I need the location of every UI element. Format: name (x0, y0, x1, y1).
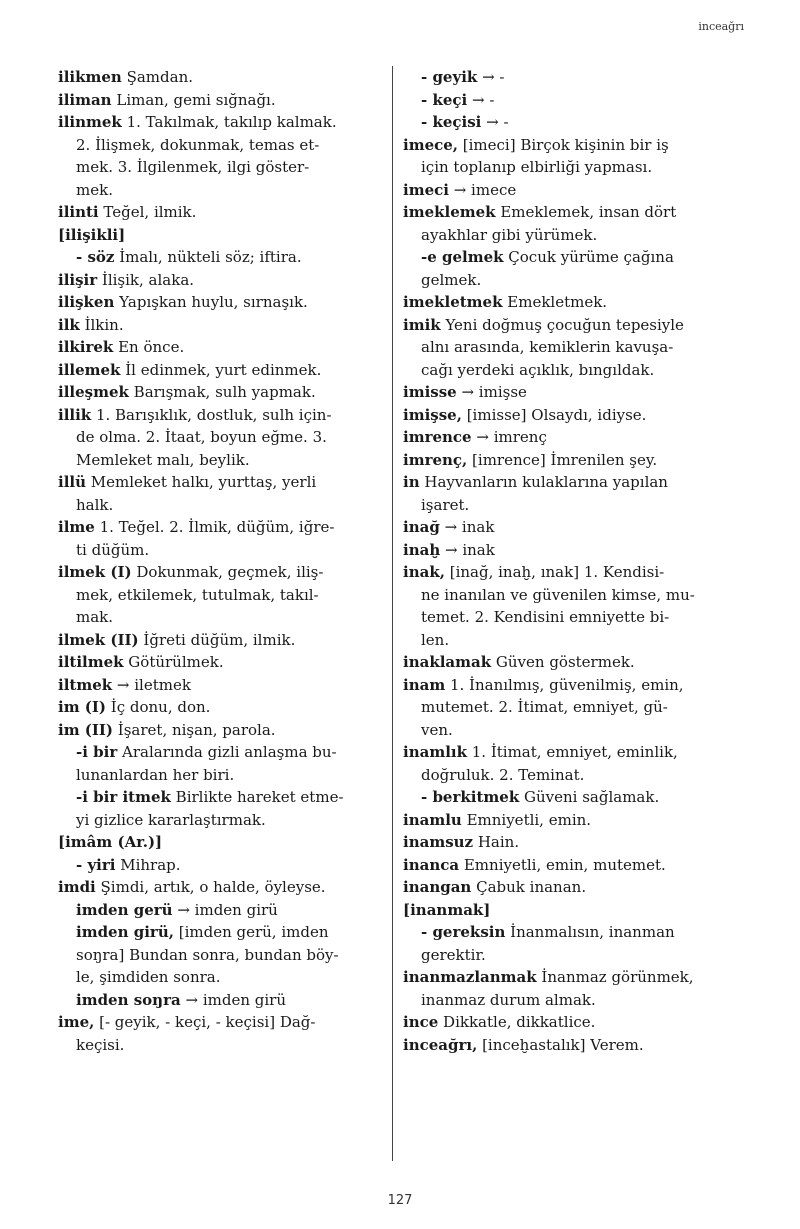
entry-continuation-line (58, 449, 382, 472)
subentry-line (58, 786, 382, 809)
definition-text: mek. (76, 180, 113, 199)
headword: inak, (403, 563, 445, 581)
entry-line (403, 179, 725, 202)
headword: imisse (403, 383, 457, 401)
definition-text: Çocuk yürüme çağına (503, 248, 674, 266)
entry-continuation-line (58, 809, 382, 832)
entry-line (403, 134, 725, 157)
definition-text: İğreti düğüm, ilmik. (138, 630, 296, 649)
entry-continuation-line (403, 719, 725, 742)
entry-line (58, 314, 382, 337)
entry-line (403, 651, 725, 674)
headword: illemek (58, 360, 121, 379)
definition-text: → imece (448, 180, 517, 199)
headword: iltilmek (58, 653, 124, 671)
definition-text: İç donu, don. (106, 698, 211, 716)
definition-text: ven. (421, 720, 453, 739)
definition-text: [imrence] İmrenilen şey. (467, 450, 658, 469)
definition-text: Birlikte hareket etme- (170, 788, 344, 806)
headword: [imâm (Ar.)] (58, 833, 163, 851)
definition-text: alnı arasında, kemiklerin kavuşa- (421, 338, 674, 356)
entry-line (403, 449, 725, 472)
entry-line (58, 291, 382, 314)
entry-continuation-line (403, 494, 725, 517)
headword: inağ (403, 518, 440, 536)
entry-continuation-line (58, 179, 382, 202)
headword: inaḫ (403, 540, 441, 559)
definition-text: → imişse (456, 383, 527, 401)
headword: ilmek (II) (58, 630, 139, 649)
headword: imece, (403, 135, 459, 154)
definition-text: doğruluk. 2. Teminat. (421, 765, 585, 784)
definition-text: İmalı, nükteli söz; iftira. (114, 248, 302, 266)
entry-line (58, 336, 382, 359)
definition-text: 1. İnanılmış, güvenilmiş, emin, (445, 675, 684, 694)
entry-line (403, 854, 725, 877)
subentry-line (403, 111, 725, 134)
headword: imeci (403, 180, 449, 199)
entry-line (403, 831, 725, 854)
definition-text: [imden gerü, imden (173, 923, 329, 941)
headword: - söz (76, 248, 115, 266)
column-divider (392, 66, 393, 1161)
definition-text: Dikkatle, dikkatlice. (438, 1013, 596, 1031)
definition-text: [inağ, inaḫ, ınak] 1. Kendisi- (444, 563, 665, 581)
definition-text: ti düğüm. (76, 540, 150, 559)
headword: inceağrı, (403, 1035, 478, 1054)
entry-line (58, 66, 382, 89)
page-number: 127 (387, 1193, 413, 1208)
subentry-line (403, 246, 725, 269)
headword: - yiri (76, 855, 116, 874)
definition-text: → imden girü (172, 900, 278, 919)
definition-text: 1. Takılmak, takılıp kalmak. (121, 113, 337, 131)
headword: imden soŋra (76, 990, 181, 1009)
entry-continuation-line (58, 966, 382, 989)
definition-text: lunanlardan her biri. (76, 765, 235, 784)
definition-text: ne inanılan ve güvenilen kimse, mu- (421, 585, 695, 604)
definition-text: len. (421, 630, 450, 649)
entry-line (403, 516, 725, 539)
subentry-line (58, 246, 382, 269)
headword: ilinmek (58, 113, 122, 131)
definition-text: → iletmek (112, 675, 191, 694)
entry-line (403, 539, 725, 562)
headword: imdi (58, 878, 96, 896)
entry-continuation-line (403, 764, 725, 787)
entry-line (58, 651, 382, 674)
entry-line (58, 629, 382, 652)
subentry-line (403, 921, 725, 944)
headword: - berkitmek (421, 788, 520, 806)
definition-text: Memleket malı, beylik. (76, 450, 250, 469)
definition-text: Emniyetli, emin, mutemet. (459, 855, 666, 874)
entry-line (403, 561, 725, 584)
definition-text: keçisi. (76, 1035, 125, 1054)
headword: im (I) (58, 698, 107, 716)
definition-text: 1. Barışıklık, dostluk, sulh için- (91, 405, 332, 424)
headword: inam (403, 675, 446, 694)
definition-text: gelmek. (421, 270, 482, 289)
entry-continuation-line (403, 696, 725, 719)
definition-text: → - (467, 90, 495, 109)
definition-text: Şimdi, artık, o halde, öyleyse. (95, 878, 326, 896)
entry-continuation-line (58, 539, 382, 562)
definition-text: cağı yerdeki açıklık, bıngıldak. (421, 360, 655, 379)
headword: -i bir itmek (76, 788, 171, 806)
definition-text: soŋra] Bundan sonra, bundan böy- (76, 945, 339, 964)
definition-text: Dokunmak, geçmek, iliş- (131, 563, 324, 581)
entry-line (58, 696, 382, 719)
headword: illeşmek (58, 383, 129, 401)
right-column (403, 66, 725, 1056)
entry-line (403, 314, 725, 337)
headword: - keçi (421, 90, 468, 109)
definition-text: → - (481, 113, 509, 131)
entry-continuation-line (58, 494, 382, 517)
definition-text: 2. İlişmek, dokunmak, temas et- (76, 135, 320, 154)
definition-text: temet. 2. Kendisini emniyette bi- (421, 608, 670, 626)
definition-text: Hayvanların kulaklarına yapılan (419, 473, 668, 491)
entry-continuation-line (58, 134, 382, 157)
definition-text: → imrenç (471, 428, 547, 446)
entry-line (58, 269, 382, 292)
entry-line (58, 1011, 382, 1034)
entry-continuation-line (403, 989, 725, 1012)
subentry-line (58, 921, 382, 944)
headword: ilişir (58, 270, 98, 289)
headword: - geyik (421, 68, 478, 86)
entry-line (58, 359, 382, 382)
entry-line (58, 561, 382, 584)
entry-continuation-line (58, 606, 382, 629)
subentry-line (403, 89, 725, 112)
headword: imrenç, (403, 450, 468, 469)
headword: - gereksin (421, 923, 506, 941)
headword: imden gerü (76, 900, 173, 919)
definition-text: Emekletmek. (502, 293, 608, 311)
headword: ilikmen (58, 68, 122, 86)
definition-text: mek. 3. İlgilenmek, ilgi göster- (76, 158, 310, 176)
subentry-line (58, 854, 382, 877)
definition-text: Memleket halkı, yurttaş, yerli (86, 473, 317, 491)
definition-text: 1. Teğel. 2. İlmik, düğüm, iğre- (94, 518, 335, 536)
subentry-line (58, 989, 382, 1012)
entry-continuation-line (403, 606, 725, 629)
entry-line (58, 719, 382, 742)
headword: imrence (403, 428, 472, 446)
entry-line (58, 471, 382, 494)
entry-line (403, 426, 725, 449)
definition-text: mak. (76, 608, 114, 626)
definition-text: [- geyik, - keçi, - keçisi] Dağ- (94, 1013, 316, 1031)
definition-text: le, şimdiden sonra. (76, 968, 221, 986)
definition-text: Mihrap. (115, 855, 181, 874)
headword: imden girü, (76, 923, 174, 941)
headword: iltmek (58, 675, 113, 694)
headword: inaklamak (403, 653, 492, 671)
entry-continuation-line (58, 426, 382, 449)
entry-line (58, 224, 382, 247)
definition-text: İlişik, alaka. (97, 270, 195, 289)
entry-line (58, 674, 382, 697)
entry-continuation-line (403, 269, 725, 292)
entry-line (403, 1011, 725, 1034)
definition-text: İl edinmek, yurt edinmek. (120, 360, 322, 379)
entry-continuation-line (58, 764, 382, 787)
entry-line (403, 899, 725, 922)
entry-continuation-line (58, 1034, 382, 1057)
headword: ime, (58, 1013, 95, 1031)
headword: inanca (403, 855, 460, 874)
subentry-line (403, 786, 725, 809)
definition-text: Hain. (473, 833, 520, 851)
headword: imik (403, 315, 441, 334)
definition-text: → inak (440, 540, 495, 559)
definition-text: gerektir. (421, 945, 486, 964)
subentry-line (58, 741, 382, 764)
headword: ilme (58, 518, 95, 536)
headword: inamsuz (403, 833, 474, 851)
headword: ilkirek (58, 338, 114, 356)
headword: [inanmak] (403, 900, 491, 919)
definition-text: işaret. (421, 495, 470, 514)
headword: illü (58, 473, 87, 491)
definition-text: [imeci] Birçok kişinin bir iş (458, 135, 669, 154)
definition-text: yi gizlice kararlaştırmak. (76, 810, 266, 829)
definition-text: [inceḫastalık] Verem. (477, 1035, 644, 1054)
entry-continuation-line (403, 359, 725, 382)
entry-line (403, 966, 725, 989)
entry-continuation-line (403, 336, 725, 359)
definition-text: mek, etkilemek, tutulmak, takıl- (76, 585, 319, 604)
headword: imekletmek (403, 293, 503, 311)
headword: inamlu (403, 810, 462, 829)
entry-continuation-line (403, 224, 725, 247)
entry-line (403, 381, 725, 404)
headword: inangan (403, 878, 472, 896)
definition-text: İlkin. (79, 315, 124, 334)
headword: ince (403, 1013, 439, 1031)
entry-line (403, 674, 725, 697)
entry-continuation-line (403, 584, 725, 607)
entry-line (403, 201, 725, 224)
headword: -i bir (76, 743, 118, 761)
definition-text: → imden girü (180, 990, 286, 1009)
definition-text: Götürülmek. (123, 653, 224, 671)
entry-line (403, 404, 725, 427)
entry-continuation-line (403, 156, 725, 179)
headword: - keçisi (421, 113, 482, 131)
headword: imeklemek (403, 203, 496, 221)
entry-line (403, 741, 725, 764)
entry-continuation-line (58, 584, 382, 607)
definition-text: Şamdan. (121, 68, 193, 86)
subentry-line (58, 899, 382, 922)
definition-text: → - (477, 68, 505, 86)
definition-text: En önce. (113, 338, 185, 356)
definition-text: için toplanıp elbirliği yapması. (421, 158, 653, 176)
entry-line (403, 1034, 725, 1057)
headword: ilmek (I) (58, 563, 132, 581)
subentry-line (403, 66, 725, 89)
entry-line (58, 831, 382, 854)
entry-line (58, 381, 382, 404)
definition-text: İnanmalısın, inanman (505, 923, 675, 941)
definition-text: Teğel, ilmik. (98, 203, 197, 221)
definition-text: Yeni doğmuş çocuğun tepesiyle (440, 315, 684, 334)
definition-text: mutemet. 2. İtimat, emniyet, gü- (421, 698, 668, 716)
definition-text: Güven göstermek. (491, 653, 635, 671)
headword: illik (58, 405, 92, 424)
entry-line (58, 876, 382, 899)
definition-text: İşaret, nişan, parola. (113, 720, 276, 739)
definition-text: İnanmaz görünmek, (536, 968, 694, 986)
entry-line (58, 201, 382, 224)
definition-text: halk. (76, 495, 114, 514)
entry-line (58, 111, 382, 134)
definition-text: inanmaz durum almak. (421, 990, 596, 1009)
entry-line (403, 809, 725, 832)
headword: imişse, (403, 405, 462, 424)
entry-line (58, 404, 382, 427)
entry-line (403, 471, 725, 494)
entry-line (58, 89, 382, 112)
headword: iliman (58, 90, 112, 109)
definition-text: Güveni sağlamak. (519, 788, 660, 806)
headword: ilişken (58, 293, 115, 311)
definition-text: 1. İtimat, emniyet, eminlik, (466, 743, 678, 761)
definition-text: Çabuk inanan. (471, 878, 587, 896)
entry-line (403, 291, 725, 314)
definition-text: Emniyetli, emin. (461, 810, 592, 829)
entry-continuation-line (403, 629, 725, 652)
headword: ilk (58, 315, 80, 334)
entry-line (403, 876, 725, 899)
headword: ilinti (58, 203, 99, 221)
definition-text: → inak (439, 518, 495, 536)
headword: -e gelmek (421, 248, 504, 266)
definition-text: ayakhlar gibi yürümek. (421, 225, 598, 244)
entry-line (58, 516, 382, 539)
headword: inamlık (403, 743, 467, 761)
entry-continuation-line (403, 944, 725, 967)
definition-text: Yapışkan huylu, sırnaşık. (114, 293, 308, 311)
definition-text: Emeklemek, insan dört (495, 203, 677, 221)
definition-text: Aralarında gizli anlaşma bu- (117, 743, 337, 761)
headword: [ilişikli] (58, 225, 126, 244)
definition-text: [imisse] Olsaydı, idiyse. (461, 405, 647, 424)
definition-text: de olma. 2. İtaat, boyun eğme. 3. (76, 428, 327, 446)
headword: inanmazlanmak (403, 968, 537, 986)
definition-text: Liman, gemi sığnağı. (111, 90, 276, 109)
headword: in (403, 473, 420, 491)
entry-continuation-line (58, 156, 382, 179)
left-column (58, 66, 382, 1056)
running-head: inceağrı (698, 20, 744, 33)
headword: im (II) (58, 720, 114, 739)
definition-text: Barışmak, sulh yapmak. (128, 383, 316, 401)
entry-continuation-line (58, 944, 382, 967)
